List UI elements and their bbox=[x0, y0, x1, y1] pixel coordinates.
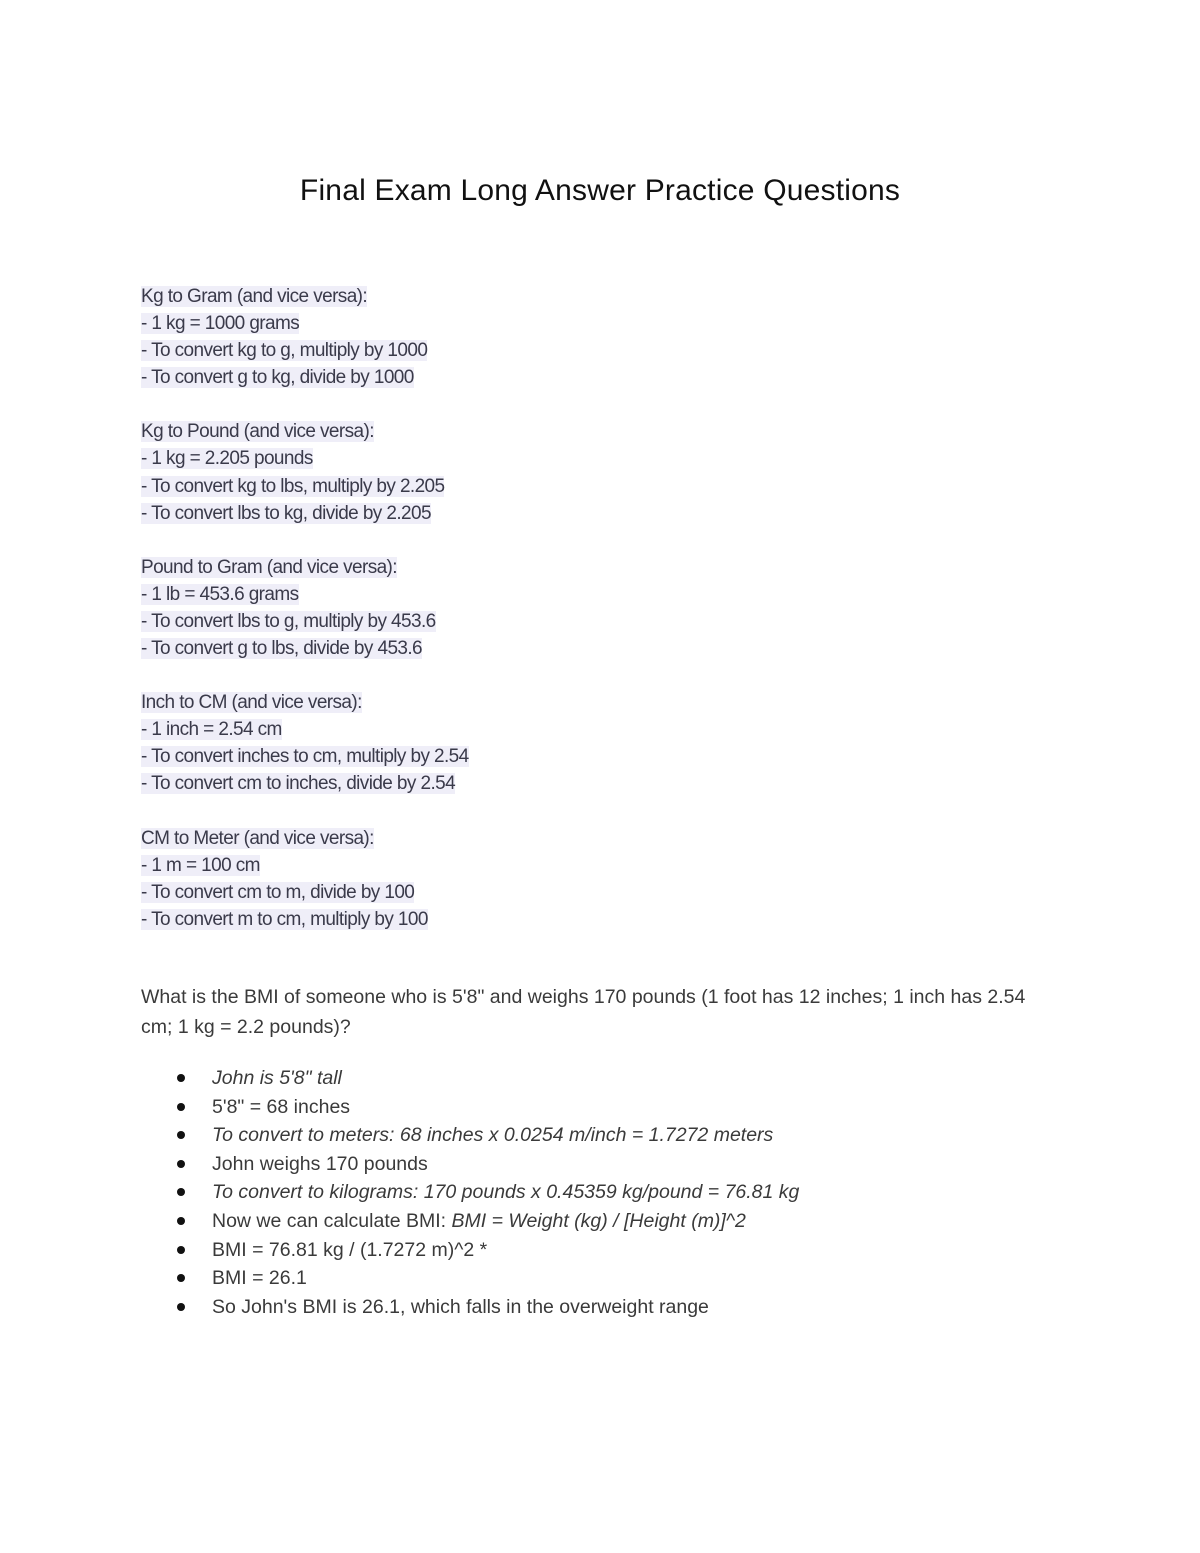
conversion-line: - 1 m = 100 cm bbox=[141, 854, 260, 876]
solution-step: BMI = 76.81 kg / (1.7272 m)^2 * bbox=[177, 1236, 1077, 1265]
bmi-formula: BMI = Weight (kg) / [Height (m)]^2 bbox=[451, 1209, 746, 1232]
conversion-heading: Pound to Gram (and vice versa): bbox=[141, 556, 397, 578]
solution-step: John is 5'8" tall bbox=[177, 1064, 1077, 1093]
solution-step: 5'8" = 68 inches bbox=[177, 1093, 1077, 1122]
conversion-block-pound-gram bbox=[141, 554, 1041, 662]
conversion-line: - 1 kg = 1000 grams bbox=[141, 313, 300, 335]
conversion-line: - 1 inch = 2.54 cm bbox=[141, 719, 282, 741]
bullet-icon bbox=[177, 1074, 185, 1082]
bullet-icon bbox=[177, 1303, 185, 1311]
conversion-heading: CM to Meter (and vice versa): bbox=[141, 827, 374, 849]
page-title: Final Exam Long Answer Practice Questions bbox=[299, 174, 901, 207]
conversion-heading: Kg to Gram (and vice versa): bbox=[141, 286, 368, 307]
bullet-icon bbox=[177, 1274, 185, 1282]
solution-step: Now we can calculate BMI: BMI = Weight (kg) / [Height (m)]^2 bbox=[177, 1207, 1077, 1236]
conversion-line: - To convert cm to m, divide by 100 bbox=[141, 881, 415, 903]
conversion-line: - To convert g to lbs, divide by 453.6 bbox=[141, 638, 423, 660]
conversion-block-kg-gram bbox=[141, 283, 1041, 391]
solution-step: BMI = 26.1 bbox=[177, 1264, 1077, 1293]
solution-step: To convert to meters: 68 inches x 0.0254 m/inch = 1.7272 meters bbox=[177, 1121, 1077, 1150]
bullet-icon bbox=[177, 1131, 185, 1139]
conversion-line: - To convert m to cm, multiply by 100 bbox=[141, 908, 428, 930]
bullet-icon bbox=[177, 1217, 185, 1225]
bmi-question: What is the BMI of someone who is 5'8" and weighs 170 pounds (1 foot has 12 inches; 1 inch has 2.54 cm; 1 kg = 2.2 pounds)? bbox=[141, 986, 1026, 1038]
bullet-icon bbox=[177, 1160, 185, 1168]
solution-steps bbox=[177, 1064, 1077, 1321]
conversion-line: - To convert lbs to g, multiply by 453.6 bbox=[141, 610, 436, 632]
conversion-block-kg-pound bbox=[141, 418, 1041, 526]
conversion-heading: Kg to Pound (and vice versa): bbox=[141, 421, 374, 443]
conversion-block-inch-cm bbox=[141, 689, 1041, 797]
conversion-block-cm-meter bbox=[141, 825, 1041, 933]
conversion-line: - To convert kg to lbs, multiply by 2.205 bbox=[141, 475, 445, 497]
conversion-line: - To convert lbs to kg, divide by 2.205 bbox=[141, 502, 431, 524]
solution-step: So John's BMI is 26.1, which falls in the overweight range bbox=[177, 1293, 1077, 1322]
solution-step: John weighs 170 pounds bbox=[177, 1150, 1077, 1179]
conversion-line: - 1 lb = 453.6 grams bbox=[141, 583, 299, 605]
conversion-line: - 1 kg = 2.205 pounds bbox=[141, 448, 313, 470]
conversion-line: - To convert cm to inches, divide by 2.54 bbox=[141, 773, 456, 795]
bullet-icon bbox=[177, 1103, 185, 1111]
conversion-line: - To convert kg to g, multiply by 1000 bbox=[141, 340, 428, 362]
solution-step: To convert to kilograms: 170 pounds x 0.45359 kg/pound = 76.81 kg bbox=[177, 1178, 1077, 1207]
bullet-icon bbox=[177, 1246, 185, 1254]
conversion-line: - To convert g to kg, divide by 1000 bbox=[141, 367, 414, 389]
conversion-line: - To convert inches to cm, multiply by 2.54 bbox=[141, 746, 469, 768]
conversion-reference bbox=[141, 283, 1041, 960]
bullet-icon bbox=[177, 1188, 185, 1196]
conversion-heading: Inch to CM (and vice versa): bbox=[141, 692, 362, 714]
